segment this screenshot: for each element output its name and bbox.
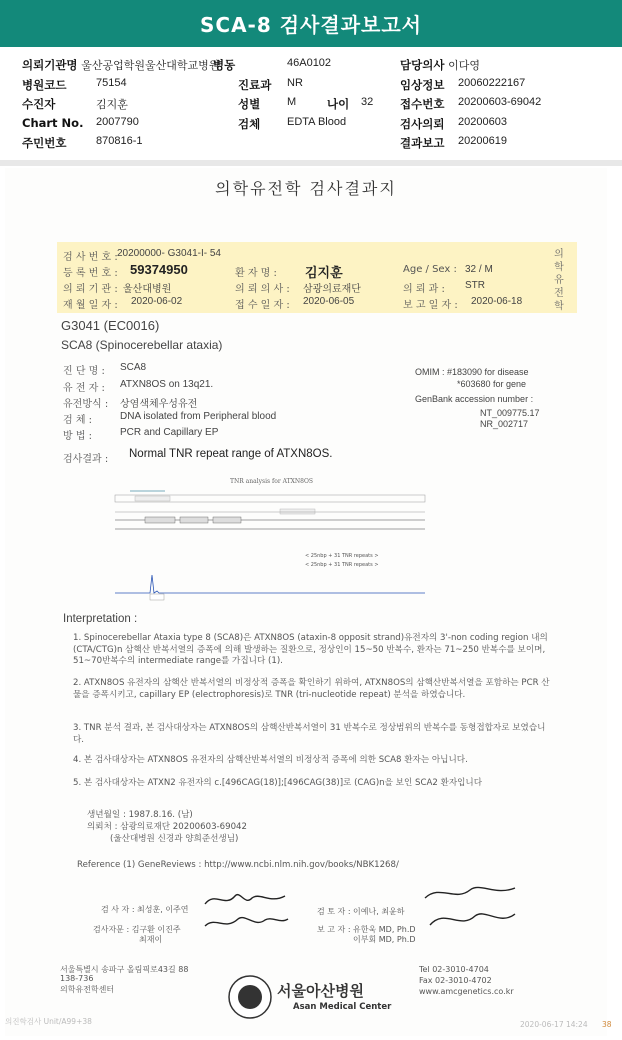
figure-note: < 25nbp + 31 TNR repeats > [305,553,379,559]
signature-stroke [425,887,515,898]
section-divider [0,160,622,166]
hospital-name-en: Asan Medical Center [293,1002,392,1012]
test-name: SCA8 (Spinocerebellar ataxia) [61,338,223,352]
hospital-logo [227,974,273,1020]
institution-row: 의뢰기관명 울산공업학원울산대학교병원 [22,58,220,72]
interpretation-5: 5. 본 검사대상자는 ATXN2 유전자의 c.[496CAG(18)];[496CAG(38)]로 (CAG)n을 보인 SCA2 환자입니다 [73,778,483,788]
vertical-dept-label: 의학유전학 [554,249,564,312]
report-title: SCA-8 검사결과보고서 [200,13,422,37]
hospital-name-kr: 서울아산병원 [277,982,364,1000]
report-title-bar [0,0,622,47]
logo-core [238,985,262,1009]
patient-name: 김지훈 [305,265,343,280]
reference: Reference (1) GeneReviews : http://www.ncbi.nlm.nih.gov/books/NBK1268/ [77,860,399,870]
test-code: G3041 (EC0016) [61,318,160,333]
figure-note: < 25nbp + 31 TNR repeats > [305,562,379,568]
scanned-result-document: 의학유전학 검사결과지 검 사 번 호 : 20200000- G3041-I- 54 등 록 번 호 : 59374950 환 자 명 : 김지훈 Age / Sex : 32 / M 의 뢰 기 관 : 울산대병원 의 뢰 의 사 : 삼광의료재단 의 뢰 과 : STR 재 월 일 자 : 2020-06-02 접 수 일 자 : 2020-06-05 보 고 일 자 : 2020-06-18 의학유전학 G3041 (EC0016) SCA8 (Spinocerebellar ataxia) 진 단 명 : SCA8 유 전 자 : ATXN8OS on 13q21. 유전방식 : 상염색체우성유전 검 체 : DNA isolated from Peripheral blood 방 법 : PCR and Capillary EP OMIM : #183090 for disease *603680 for gene GenBank accession number : NT_009775.17 NR_002717 검사결과 : Normal TNR repeat range of ATXN8OS. TNR analysis for ATXN8OS < 25nbp + 31 TNR repeats > < 25nbp + 31 TNR repeats > Interpretation : 1. Spinocerebellar Ataxia type 8 (SCA8)은 ATXN8OS (ataxin-8 opposit strand)유전자의 3'-non coding region 내의 (CTA/CTG)n 삼핵산 반복서열의 증폭에 의해 발생하는 질환으로, 정상인이 15~50 반복수, 환자는 71~250 반복수를 보이며, 51~70반복수의 intermediate range를 가집니다 (1). 2. ATXN8OS 유전자의 삼핵산 반복서열의 비정상적 증폭을 확인하기 위하여, ATXN8OS의 삼핵산반복서열을 포함하는 PCR 산물을 증폭시키고, capillary EP (electrophoresis)로 TNR (tri-nucleotide repeat) 분석을 하였습니다. 3. TNR 분석 결과, 본 검사대상자는 ATXN8OS의 삼핵산반복서열이 31 반복수로 정상범위의 반복수를 동형접합자로 보였습니다. 4. 본 검사대상자는 ATXN8OS 유전자의 삼핵산반복서열의 비정상적 증폭에 의한 SCA8 환자는 아닙니다. 5. 본 검사대상자는 ATXN2 유전자의 c.[496CAG(18)];[496CAG(38)]로 (CAG)n을 보인 SCA2 환자입니다 생년월일 : 1987.8.16. (남) 의뢰처 : 삼광의료재단 20200603-69042 (울산대병원 신경과 양희준선생님) Reference (1) GeneReviews : http://www.ncbi.nlm.nih.gov/books/NBK1268/ 검 사 자 : 최성훈, 이주연 검사자문 : 김구환 이진주 최재이 검 토 자 : 이예나, 최윤하 보 고 자 : 유한욱 MD, Ph.D 이부회 MD, Ph.D 서울특별시 송파구 올림픽로43길 88 138-736 의학유전학센터 서울아산병원 Asan Medical Center Tel 02-3010-4704 Fax 02-3010-4702 www.amcgenetics.co.kr 의진학검사 Unit/A99+38 2020-06-17 14:24 38 [5,168,607,1036]
figure-block [135,496,170,501]
figure-block [280,509,315,514]
figure-block [145,517,175,523]
registration-number: 59374950 [130,262,188,277]
interpretation-title: Interpretation : [63,613,138,625]
tnr-electropherogram [105,473,435,603]
figure-block [213,517,241,523]
signature-1 [200,886,290,936]
signature-stroke [205,918,288,926]
interpretation-2: 2. ATXN8OS 유전자의 삼핵산 반복서열의 비정상적 증폭을 확인하기 위하여, ATXN8OS의 삼핵산반복서열을 포함하는 PCR 산물을 증폭시키고, capillary EP (electrophoresis)로 TNR (tri-nucleotide repeat) 분석을 하였습니다. [73,678,550,700]
interpretation-1: 1. Spinocerebellar Ataxia type 8 (SCA8)은 ATXN8OS (ataxin-8 opposit strand)유전자의 3'-non coding region 내의 (CTA/CTG)n 삼핵산 반복서열의 증폭에 의해 발생하는 질환으로, 정상인이 15~50 반복수, 환자는 71~250 반복수를 보이며, 51~70반복수의 intermediate range를 가집니다 (1). [73,633,548,666]
signature-stroke [430,914,515,925]
document-title: 의학유전학 검사결과지 [215,179,397,198]
peak-trace [115,575,425,593]
test-result: Normal TNR repeat range of ATXN8OS. [129,448,333,460]
report-header: 의뢰기관명 울산공업학원울산대학교병원 병동 46A0102 담당의사 이다영 병원코드 75154 진료과 NR 임상정보 20060222167 수진자 김지훈 성별 M 나이 32 접수번호 20200603-69042 Chart No. 2007790 검체 EDTA Blood 검사의뢰 20200603 주민번호 870816-1 결과보고 20200619 [0,47,622,160]
figure-block [180,517,208,523]
signature-2 [415,880,525,940]
interpretation-4: 4. 본 검사대상자는 ATXN8OS 유전자의 삼핵산반복서열의 비정상적 증폭에 의한 SCA8 환자는 아닙니다. [73,755,468,765]
peak-label-box [150,594,164,600]
figure-title: TNR analysis for ATXN8OS [230,478,313,485]
interpretation-3: 3. TNR 분석 결과, 본 검사대상자는 ATXN8OS의 삼핵산반복서열이 31 반복수로 정상범위의 반복수를 동형접합자로 보였습니다. [73,723,546,745]
signature-stroke [205,895,285,904]
